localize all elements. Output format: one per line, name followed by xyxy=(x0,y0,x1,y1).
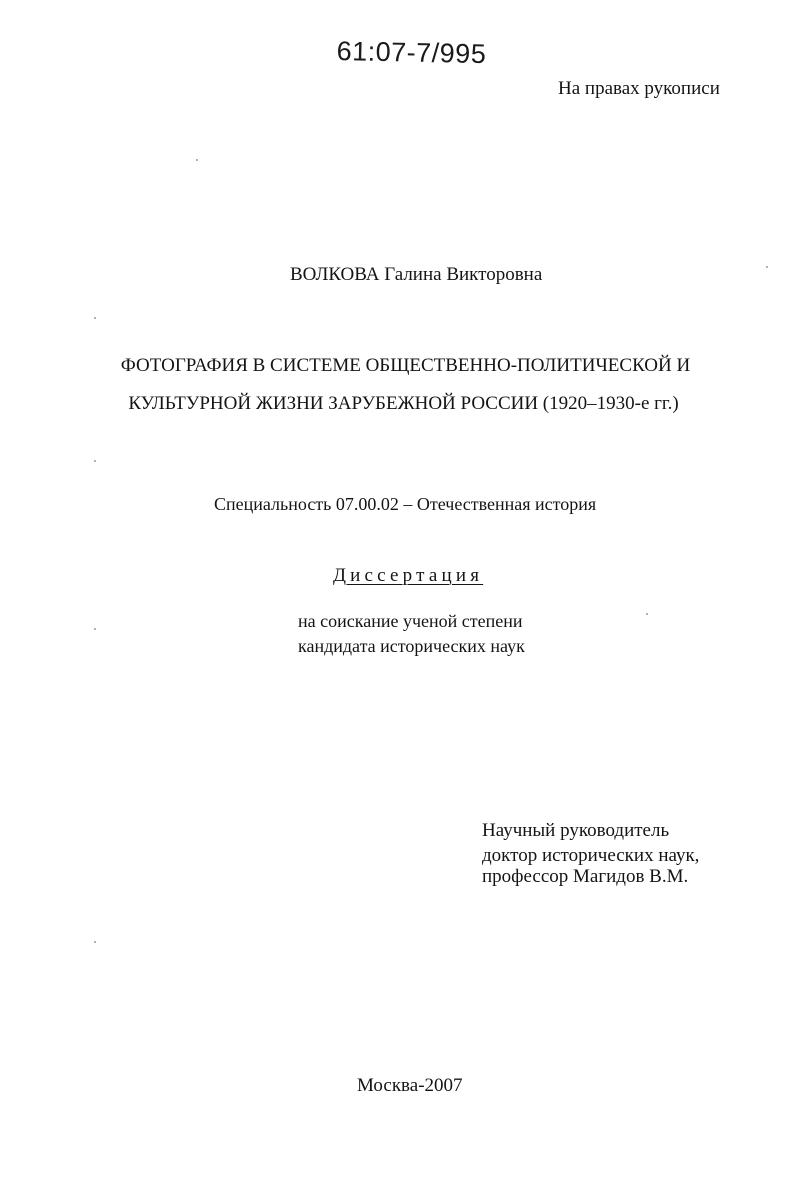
scan-speck xyxy=(94,941,96,943)
document-type-heading: Диссертация xyxy=(333,565,484,586)
degree-purpose-line-2: кандидата исторических наук xyxy=(298,636,525,656)
scan-speck xyxy=(646,613,648,615)
dissertation-title-line-1: ФОТОГРАФИЯ В СИСТЕМЕ ОБЩЕСТВЕННО-ПОЛИТИЧЕСКОЙ И xyxy=(120,355,691,376)
rights-note: На правах рукописи xyxy=(558,78,720,99)
degree-purpose-line-1: на соискание ученой степени xyxy=(298,611,523,631)
advisor-role: Научный руководитель xyxy=(482,820,670,841)
advisor-name: профессор Магидов В.М. xyxy=(482,866,689,887)
scan-speck xyxy=(94,460,96,462)
scan-speck xyxy=(94,317,96,319)
scan-speck xyxy=(94,628,96,630)
scan-speck xyxy=(196,159,198,161)
advisor-degree: доктор исторических наук, xyxy=(482,845,700,866)
author-name: ВОЛКОВА Галина Викторовна xyxy=(290,264,543,285)
dissertation-title-line-2: КУЛЬТУРНОЙ ЖИЗНИ ЗАРУБЕЖНОЙ РОССИИ (1920–1930-е гг.) xyxy=(128,393,679,414)
archive-stamp-number: 61:07-7/995 xyxy=(336,36,487,70)
scan-speck xyxy=(766,266,768,268)
specialty-line: Специальность 07.00.02 – Отечественная история xyxy=(214,494,597,514)
city-year: Москва-2007 xyxy=(357,1075,463,1096)
